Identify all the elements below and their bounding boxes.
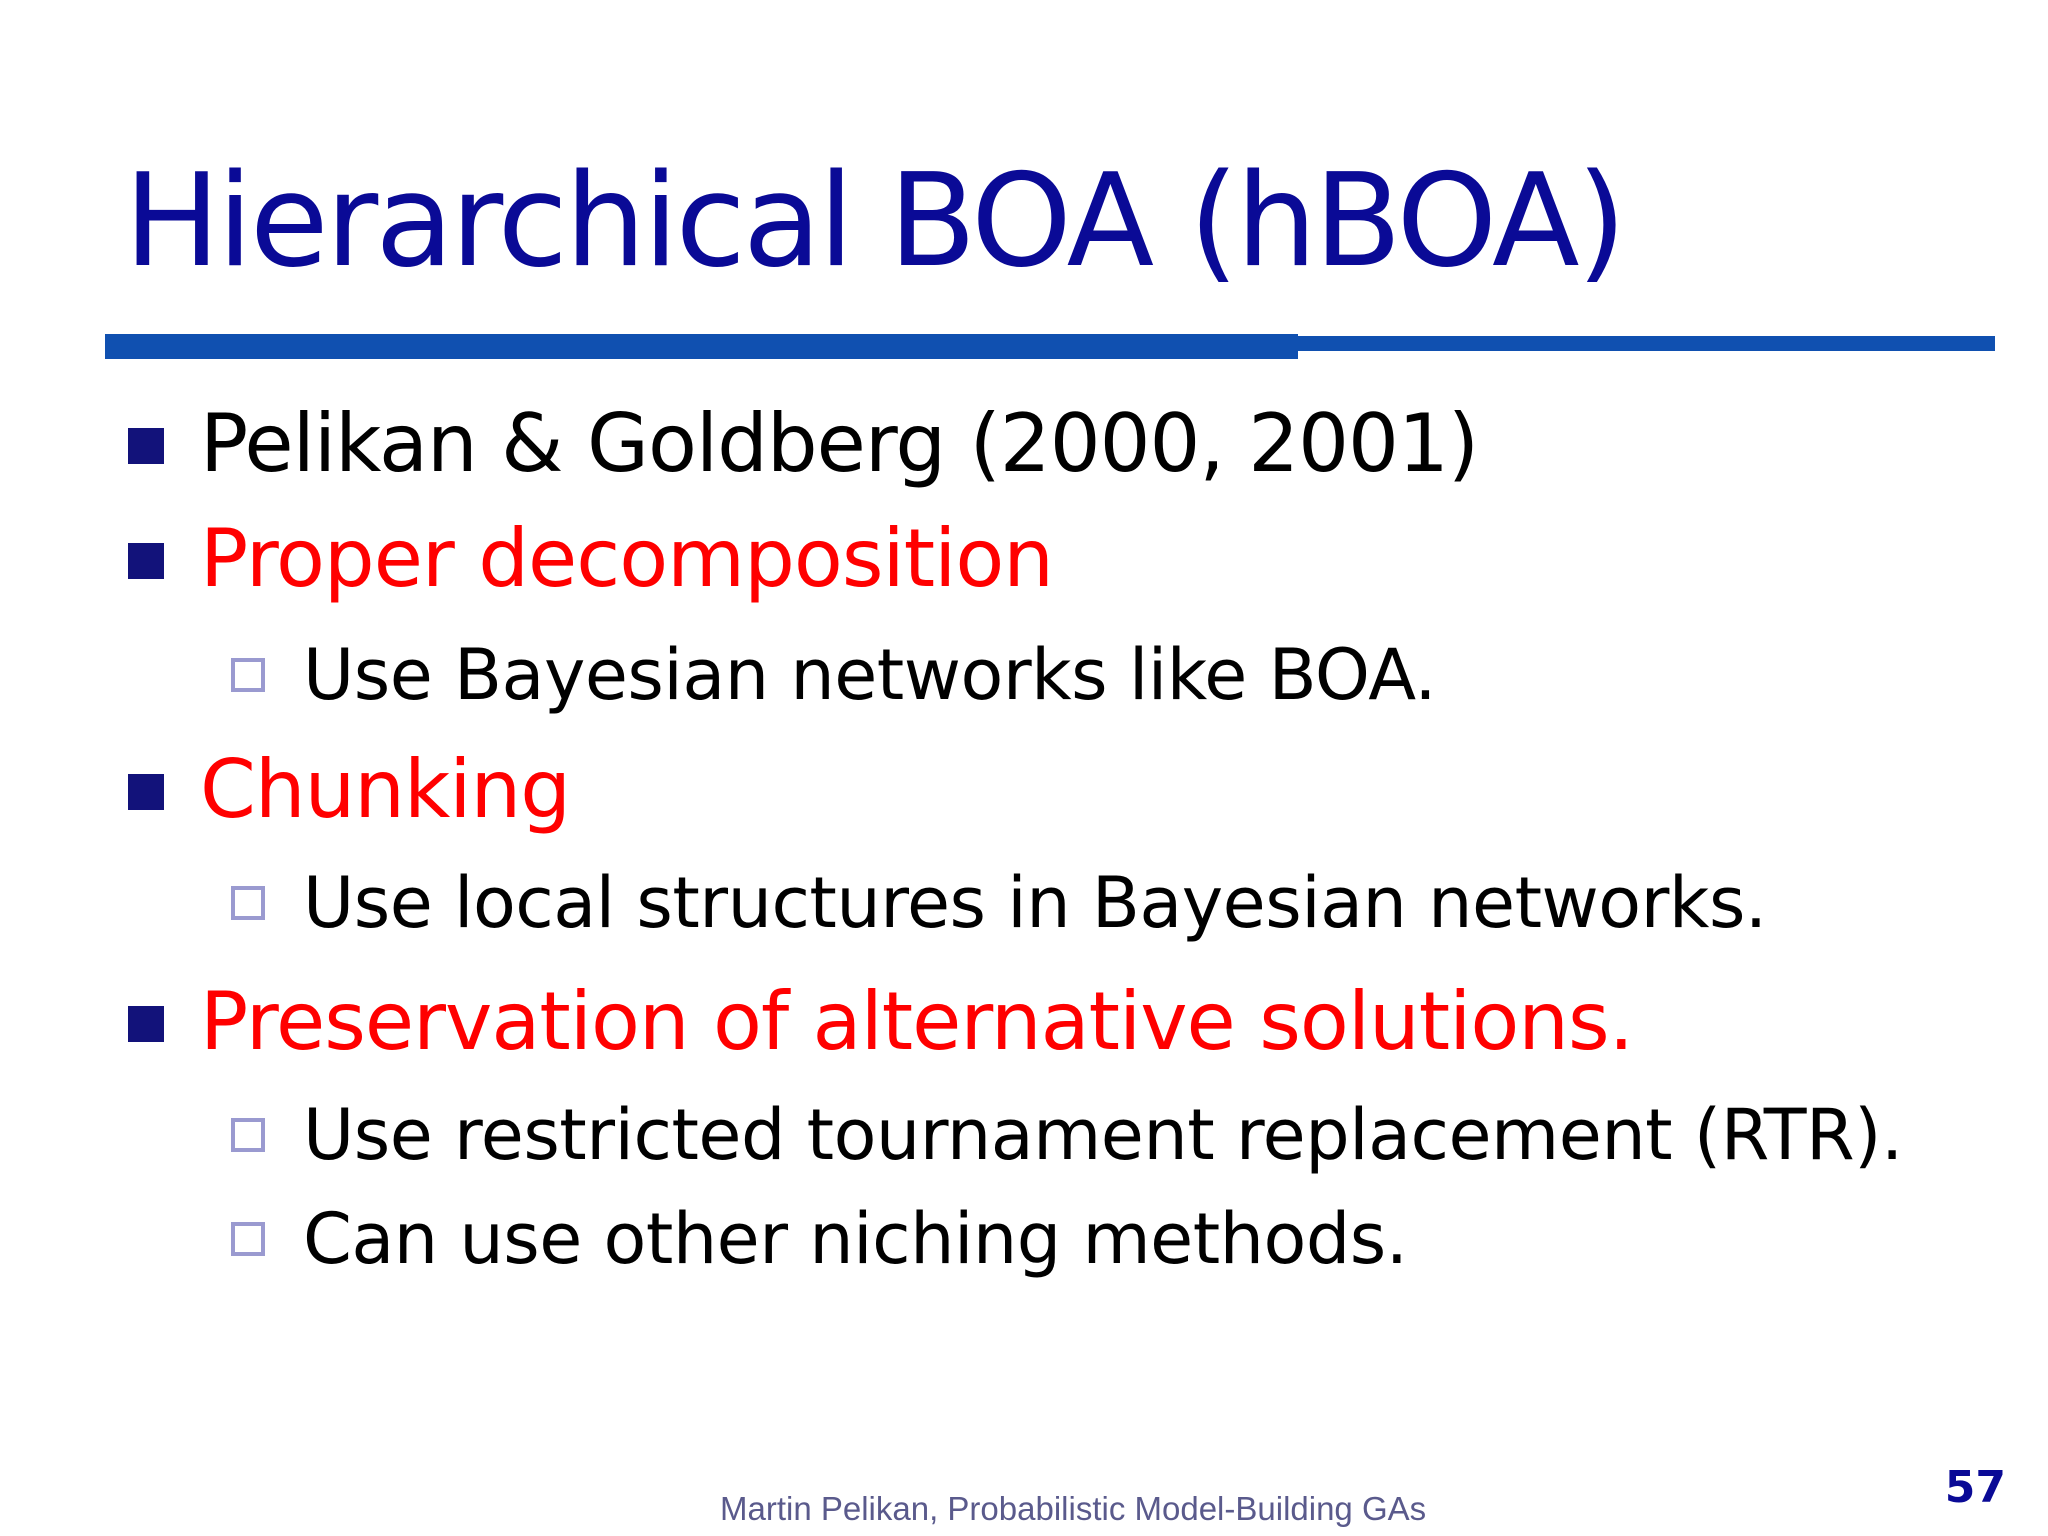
square-bullet-icon — [128, 428, 164, 464]
bullet-text: Preservation of alternative solutions. — [200, 975, 1634, 1068]
bullet-text: Proper decomposition — [200, 512, 1053, 605]
bullet-text: Chunking — [200, 743, 571, 836]
sub-bullet-text: Use restricted tournament replacement (RTR). — [303, 1094, 1903, 1176]
hollow-square-bullet-icon — [231, 886, 265, 920]
square-bullet-icon — [128, 1006, 164, 1042]
title-underline-thick — [105, 334, 1298, 359]
footer-credit: Martin Pelikan, Probabilistic Model-Building GAs — [720, 1490, 1427, 1527]
sub-bullet-text: Use local structures in Bayesian networks. — [303, 862, 1767, 944]
bullet-text: Pelikan & Goldberg (2000, 2001) — [200, 397, 1479, 490]
square-bullet-icon — [128, 543, 164, 579]
hollow-square-bullet-icon — [231, 1222, 265, 1256]
sub-bullet-text: Use Bayesian networks like BOA. — [303, 634, 1437, 716]
title-underline-thin — [1298, 336, 1995, 351]
slide-title: Hierarchical BOA (hBOA) — [124, 147, 1624, 296]
page-number: 57 — [1944, 1462, 2006, 1513]
hollow-square-bullet-icon — [231, 1118, 265, 1152]
square-bullet-icon — [128, 774, 164, 810]
sub-bullet-text: Can use other niching methods. — [303, 1198, 1408, 1280]
hollow-square-bullet-icon — [231, 658, 265, 692]
